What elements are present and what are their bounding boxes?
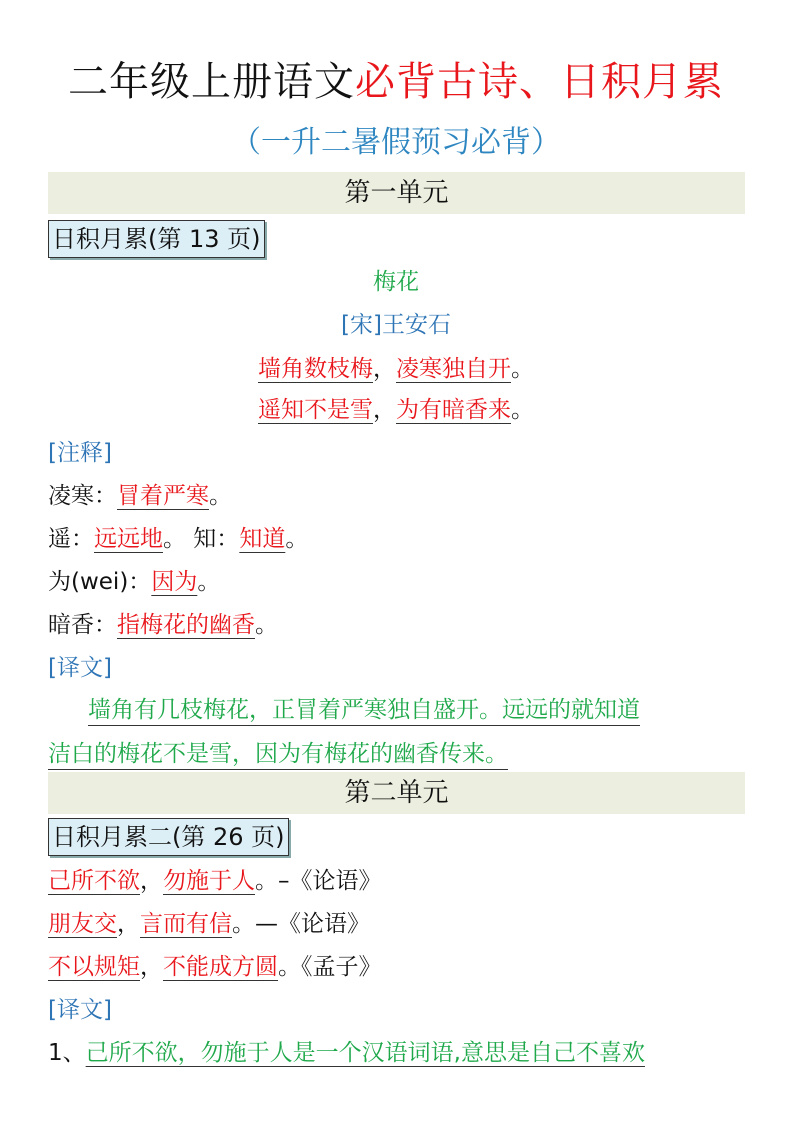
note-4-end: 。 bbox=[255, 612, 278, 638]
poem-line-2c: 为有暗香来 bbox=[396, 397, 511, 423]
saying-2d: 。—《论语》 bbox=[232, 911, 370, 937]
title-part-black: 二年级上册语文 bbox=[68, 59, 355, 105]
note-3 bbox=[48, 565, 220, 599]
page-title bbox=[0, 52, 792, 112]
poem-line-1a: 墙角数枝梅 bbox=[258, 356, 373, 382]
saying-1d: 。–《论语》 bbox=[255, 868, 382, 894]
unit-2-translation-1-num: 1、 bbox=[48, 1040, 86, 1066]
unit-2-translation-1 bbox=[48, 1036, 645, 1070]
saying-2 bbox=[48, 907, 370, 941]
note-3-term: 为(wei)： bbox=[48, 569, 152, 595]
saying-2a: 朋友交 bbox=[48, 911, 117, 937]
saying-3a: 不以规矩 bbox=[48, 954, 140, 980]
poem-line-1c: 凌寒独自开 bbox=[396, 356, 511, 382]
saying-2c: 言而有信 bbox=[140, 911, 232, 937]
saying-3c: 不能成方圆 bbox=[163, 954, 278, 980]
note-4 bbox=[48, 608, 278, 642]
saying-2b: ， bbox=[117, 911, 140, 937]
note-1-end: 。 bbox=[209, 483, 232, 509]
unit-2-label: 日积月累二(第 26 页) bbox=[48, 818, 289, 856]
note-2 bbox=[48, 522, 308, 556]
note-1-term: 凌寒： bbox=[48, 483, 117, 509]
poem-line-2 bbox=[0, 393, 792, 427]
notes-heading: [注释] bbox=[48, 440, 112, 466]
poem-title: 梅花 bbox=[373, 269, 419, 295]
translation-line-2 bbox=[48, 732, 745, 776]
poem-line-1d: 。 bbox=[511, 356, 534, 382]
unit-2-heading: 第二单元 bbox=[48, 772, 745, 814]
unit-2-translation-1-text: 己所不欲，勿施于人是一个汉语词语,意思是自己不喜欢 bbox=[85, 1040, 645, 1066]
poem-line-2d: 。 bbox=[511, 397, 534, 423]
translation-paragraph bbox=[48, 688, 745, 776]
note-4-def: 指梅花的幽香 bbox=[117, 612, 255, 638]
note-4-term: 暗香： bbox=[48, 612, 117, 638]
saying-3 bbox=[48, 950, 382, 984]
note-2-mid: 。 知： bbox=[163, 526, 240, 552]
saying-3d: 。《孟子》 bbox=[278, 954, 382, 980]
note-2-def: 远远地 bbox=[94, 526, 163, 552]
translation-heading: [译文] bbox=[48, 655, 112, 681]
note-2-end: 。 bbox=[285, 526, 309, 552]
poem-line-1b: ， bbox=[373, 356, 396, 382]
saying-1 bbox=[48, 864, 382, 898]
page-subtitle: （一升二暑假预习必背） bbox=[231, 125, 561, 160]
translation-line-2-text: 洁白的梅花不是雪，因为有梅花的幽香传来。 bbox=[48, 741, 508, 767]
poem-line-2b: ， bbox=[373, 397, 396, 423]
poem-dynasty: [宋] bbox=[341, 312, 382, 338]
saying-1a: 己所不欲 bbox=[48, 868, 140, 894]
poem-line-1 bbox=[0, 352, 792, 386]
note-3-def: 因为 bbox=[151, 569, 198, 595]
title-part-red: 必背古诗、日积月累 bbox=[355, 59, 724, 105]
saying-1c: 勿施于人 bbox=[163, 868, 255, 894]
unit-1-label: 日积月累(第 13 页) bbox=[48, 220, 265, 258]
poem-line-2a: 遥知不是雪 bbox=[258, 397, 373, 423]
translation-line-1-text: 墙角有几枝梅花，正冒着严寒独自盛开。远远的就知道 bbox=[88, 697, 640, 723]
note-2-def2: 知道 bbox=[239, 526, 286, 552]
note-1 bbox=[48, 479, 232, 513]
note-2-term: 遥： bbox=[48, 526, 94, 552]
unit-2-translation-heading: [译文] bbox=[48, 997, 112, 1023]
note-3-end: 。 bbox=[197, 569, 221, 595]
saying-3b: ， bbox=[140, 954, 163, 980]
saying-1b: ， bbox=[140, 868, 163, 894]
translation-line-1 bbox=[48, 688, 745, 732]
poem-author-line bbox=[0, 308, 792, 342]
poem-author: 王安石 bbox=[381, 312, 451, 338]
note-1-def: 冒着严寒 bbox=[117, 483, 209, 509]
unit-1-heading: 第一单元 bbox=[48, 172, 745, 214]
